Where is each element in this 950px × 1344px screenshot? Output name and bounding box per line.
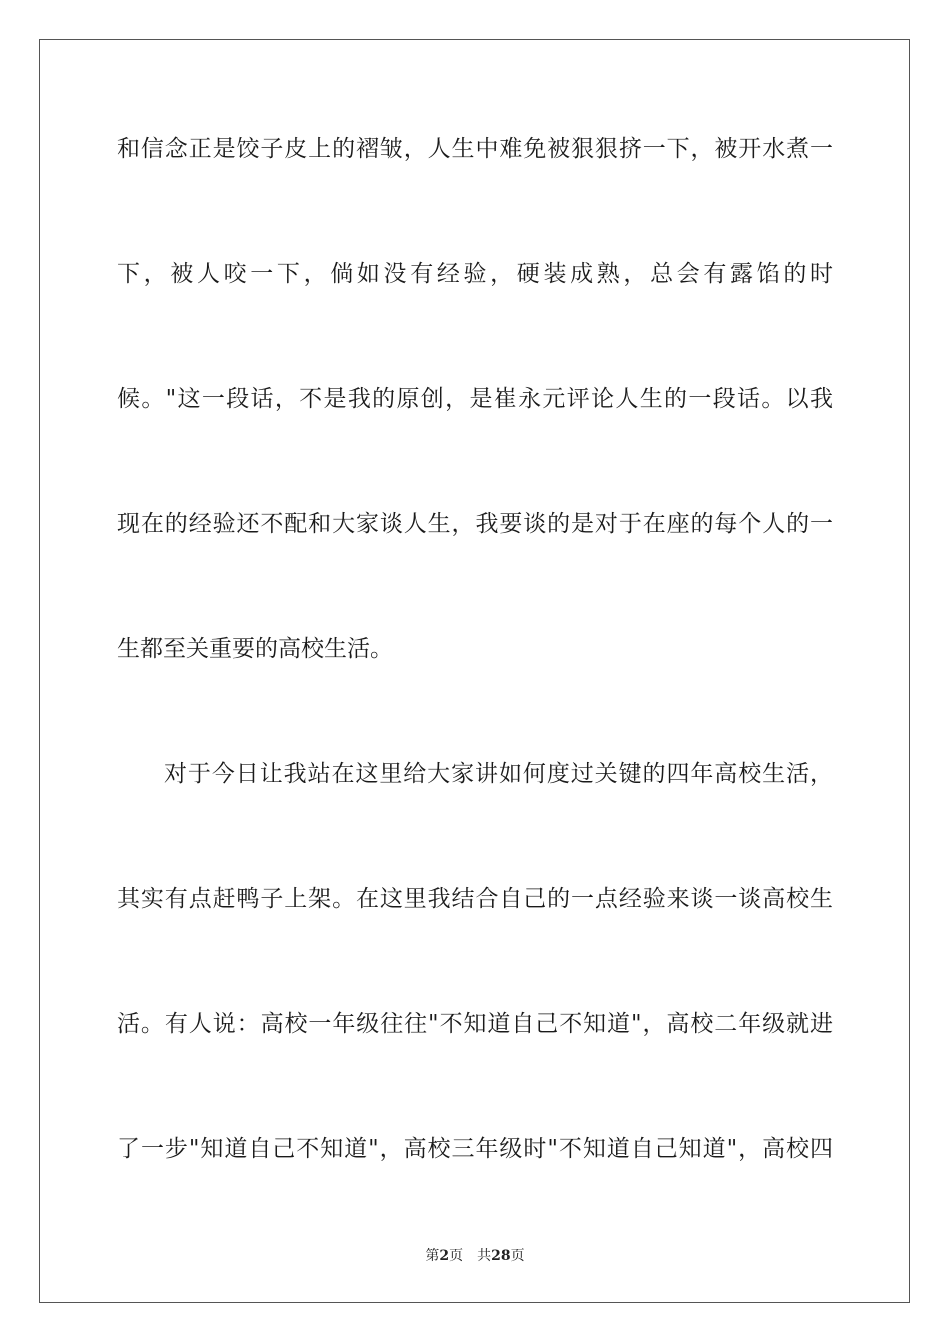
body-text-line-7: 其实有点赶鸭子上架。在这里我结合自己的一点经验来谈一谈高校生 <box>117 886 833 912</box>
body-text-line-6: 对于今日让我站在这里给大家讲如何度过关键的四年高校生活， <box>164 761 833 787</box>
body-text-line-5: 生都至关重要的高校生活。 <box>117 636 393 662</box>
total-label-prefix: 共 <box>477 1248 492 1264</box>
body-text-line-8: 活。有人说：高校一年级往往"不知道自己不知道"，高校二年级就进 <box>117 1011 833 1037</box>
page-footer <box>0 1246 950 1266</box>
body-text-line-2: 下，被人咬一下，倘如没有经验，硬装成熟，总会有露馅的时 <box>117 261 833 287</box>
current-page-number: 2 <box>439 1248 450 1264</box>
total-pages-number: 28 <box>491 1248 511 1264</box>
body-text-line-1: 和信念正是饺子皮上的褶皱，人生中难免被狠狠挤一下，被开水煮一 <box>117 136 833 162</box>
body-text-line-9: 了一步"知道自己不知道"，高校三年级时"不知道自己知道"，高校四 <box>117 1136 833 1162</box>
body-text-line-4: 现在的经验还不配和大家谈人生，我要谈的是对于在座的每个人的一 <box>117 511 833 537</box>
page-label-prefix: 第 <box>425 1248 440 1264</box>
total-label-suffix: 页 <box>510 1248 525 1264</box>
page-frame <box>39 39 910 1303</box>
body-text-line-3: 候。"这一段话，不是我的原创，是崔永元评论人生的一段话。以我 <box>117 386 833 412</box>
page-label-suffix: 页 <box>449 1248 464 1264</box>
